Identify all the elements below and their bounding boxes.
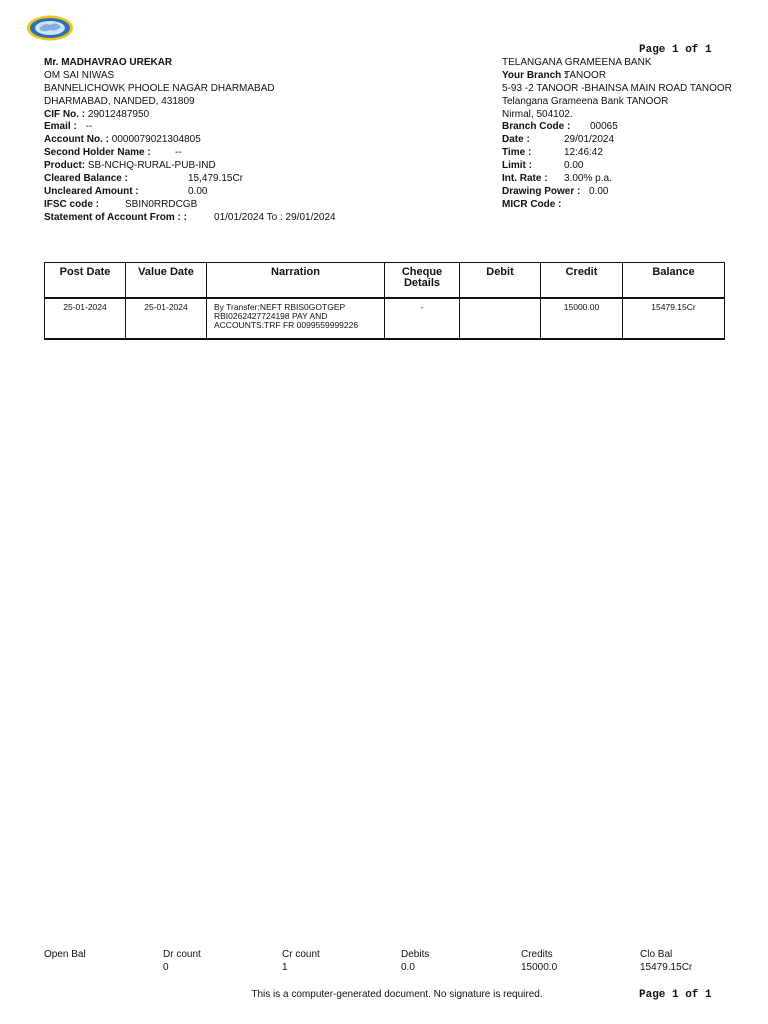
bank-address-3: Nirmal, 504102.	[502, 108, 573, 120]
product-label: Product:	[44, 160, 86, 172]
summary-credits	[521, 949, 557, 973]
time-row	[502, 147, 762, 160]
cell-narration	[207, 298, 385, 339]
drawing-power-row	[502, 186, 762, 199]
credits-label: Credits	[521, 949, 553, 960]
narration-line-2: RBI0262427724198 PAY AND	[214, 310, 328, 321]
account-label: Account No. :	[44, 134, 109, 146]
limit-row	[502, 160, 762, 173]
cell-value-date: 25-01-2024	[126, 298, 207, 339]
cif-row	[44, 109, 484, 122]
email-value: --	[85, 121, 93, 133]
int-rate-row	[502, 173, 762, 186]
uncleared-amount-value: 0.00	[188, 185, 208, 197]
cell-debit	[460, 298, 541, 339]
bank-address-2: Telangana Grameena Bank TANOOR	[502, 95, 669, 107]
summary-dr-count	[163, 949, 201, 973]
header-cheque-details	[385, 263, 460, 298]
credits-value: 15000.0	[521, 962, 558, 973]
cleared-balance-label: Cleared Balance :	[44, 173, 128, 185]
int-rate-label: Int. Rate :	[502, 173, 548, 185]
branch-code-value: 00065	[590, 121, 618, 133]
branch-label: Your Branch :	[502, 69, 568, 81]
cell-credit: 15000.00	[541, 298, 623, 339]
customer-details	[44, 57, 484, 225]
branch-value: TANOOR	[564, 69, 607, 81]
branch-code-label: Branch Code :	[502, 121, 571, 133]
bank-logo	[26, 14, 74, 42]
customer-address-3: DHARMABAD, NANDED, 431809	[44, 95, 195, 107]
micr-label: MICR Code :	[502, 198, 562, 210]
account-row	[44, 134, 484, 147]
cell-cheque: -	[385, 298, 460, 339]
email-label: Email :	[44, 121, 77, 133]
second-holder-label: Second Holder Name :	[44, 147, 151, 159]
second-holder-value: --	[175, 147, 182, 159]
email-row	[44, 121, 484, 134]
header-value-date: Value Date	[126, 263, 207, 298]
header-narration: Narration	[207, 263, 385, 298]
ifsc-row	[44, 199, 484, 212]
statement-period-value: 01/01/2024 To : 29/01/2024	[214, 211, 336, 223]
branch-row	[502, 70, 762, 83]
ifsc-value: SBIN0RRDCGB	[125, 198, 198, 210]
drawing-power-value: 0.00	[589, 185, 609, 197]
product-value: SB-NCHQ-RURAL-PUB-IND	[87, 160, 216, 172]
micr-row	[502, 199, 762, 212]
summary-cr-count	[282, 949, 320, 973]
dr-count-label: Dr count	[163, 949, 201, 960]
cleared-balance-row	[44, 173, 484, 186]
bank-address-1: 5-93 -2 TANOOR -BHAINSA MAIN ROAD TANOOR	[502, 82, 732, 94]
date-row	[502, 134, 762, 147]
cleared-balance-value: 15,479.15Cr	[188, 173, 244, 185]
cr-count-label: Cr count	[282, 949, 320, 960]
drawing-power-label: Drawing Power :	[502, 185, 581, 197]
clo-bal-value: 15479.15Cr	[640, 962, 693, 973]
narration-line-1: By Transfer:NEFT RBIS0GOTGEP	[214, 301, 346, 312]
clo-bal-label: Clo Bal	[640, 949, 673, 960]
header-balance: Balance	[623, 263, 725, 298]
open-bal-label: Open Bal	[44, 949, 86, 960]
cell-balance: 15479.15Cr	[623, 298, 725, 339]
cif-label: CIF No. :	[44, 108, 86, 120]
cif-value: 29012487950	[87, 108, 150, 120]
product-row	[44, 160, 484, 173]
uncleared-amount-row	[44, 186, 484, 199]
bank-name: TELANGANA GRAMEENA BANK	[502, 57, 652, 68]
summary-open-bal	[44, 949, 86, 962]
table-row	[45, 298, 725, 339]
narration-line-3: ACCOUNTS:TRF FR 0099559999226	[214, 319, 359, 330]
second-holder-row	[44, 147, 484, 160]
debits-label: Debits	[401, 949, 430, 960]
customer-name: Mr. MADHAVRAO UREKAR	[44, 57, 173, 68]
branch-code-row	[502, 121, 762, 134]
time-value: 12:46:42	[564, 147, 603, 159]
summary-clo-bal	[640, 949, 692, 973]
summary-debits	[401, 949, 429, 973]
customer-address-1: OM SAI NIWAS	[44, 69, 115, 81]
debits-value: 0.0	[401, 962, 415, 973]
cell-post-date: 25-01-2024	[45, 298, 126, 339]
limit-label: Limit :	[502, 160, 532, 172]
uncleared-amount-label: Uncleared Amount :	[44, 185, 139, 197]
footer-note-text: This is a computer-generated document. No signature is required.	[251, 989, 543, 1000]
header-post-date: Post Date	[45, 263, 126, 298]
limit-value: 0.00	[564, 160, 584, 172]
table-header-row	[45, 263, 725, 298]
bank-details	[502, 57, 762, 212]
statement-period-label: Statement of Account From : :	[44, 211, 187, 223]
cr-count-value: 1	[282, 962, 288, 973]
account-value: 0000079021304805	[111, 134, 201, 146]
header-credit: Credit	[541, 263, 623, 298]
ifsc-label: IFSC code :	[44, 198, 100, 210]
header-cheque-details-text: Cheque Details	[401, 266, 443, 289]
dr-count-value: 0	[163, 962, 169, 973]
int-rate-value: 3.00% p.a.	[564, 173, 612, 185]
date-value: 29/01/2024	[564, 134, 615, 146]
statement-period-row	[44, 212, 484, 225]
page-number-top: Page 1 of 1	[639, 44, 712, 56]
customer-address-2: BANNELICHOWK PHOOLE NAGAR DHARMABAD	[44, 82, 275, 94]
date-label: Date :	[502, 134, 530, 146]
header-debit: Debit	[460, 263, 541, 298]
page-number-bottom: Page 1 of 1	[639, 989, 712, 1001]
time-label: Time :	[502, 147, 532, 159]
transactions-table	[44, 262, 725, 340]
